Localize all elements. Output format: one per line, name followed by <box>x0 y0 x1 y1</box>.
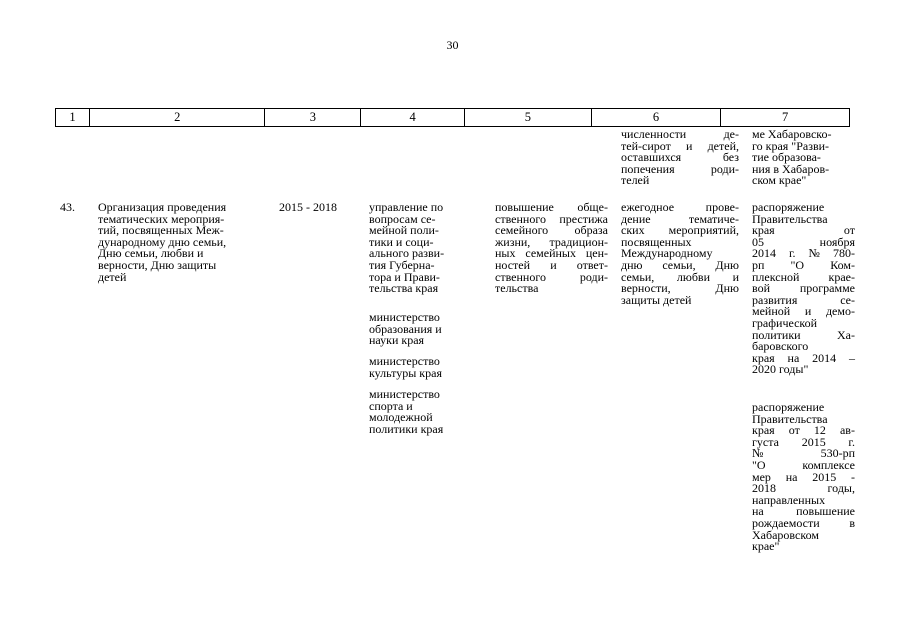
text-line: тей-сирот и детей, <box>621 138 739 153</box>
text-line: политики края <box>369 421 444 436</box>
text-line: "О комплексе <box>752 457 855 472</box>
text-line: детей <box>98 269 127 284</box>
legal-basis-1 <box>752 202 855 376</box>
legal-basis-2 <box>752 402 855 553</box>
text-line: Правительства <box>752 411 828 426</box>
text-line: 2014 г. № 780- <box>752 246 855 261</box>
page-number: 30 <box>446 38 459 52</box>
text-line: верности, Дню защиты <box>98 257 217 272</box>
text-line: телей <box>621 173 650 188</box>
implementation-period: 2015 - 2018 <box>279 200 337 214</box>
text-line: крае" <box>752 539 780 554</box>
executor-culture <box>369 356 464 379</box>
table-header-row <box>55 108 850 127</box>
text-line: графической <box>752 315 818 330</box>
text-line: оставшихся без <box>621 150 739 165</box>
text-line: Международному <box>621 246 713 261</box>
text-line: рп "О Ком- <box>752 257 855 272</box>
text-line: ском крае" <box>752 173 807 188</box>
text-line: мейной и демо- <box>752 304 855 319</box>
carryover-col7 <box>752 129 855 187</box>
text-line: Организация проведения <box>98 200 227 214</box>
indicator <box>621 202 739 306</box>
text-line: жизни, традицион- <box>495 234 608 249</box>
text-line: спорта и <box>369 398 413 413</box>
text-line: повышение обще- <box>495 200 608 214</box>
text-line: посвященных <box>621 234 692 249</box>
text-line: развития се- <box>752 292 855 307</box>
text-line: мейной поли- <box>369 223 439 238</box>
text-line: баровского <box>752 339 809 354</box>
text-line: тора и Прави- <box>369 269 440 284</box>
text-line: мер на 2015 - <box>752 469 855 484</box>
text-line: Правительства <box>752 211 828 226</box>
text-line: ального разви- <box>369 246 445 261</box>
text-line: тематических мероприя- <box>98 211 225 226</box>
text-line: министерство <box>369 310 440 324</box>
text-line: дународному дню семьи, <box>98 234 227 249</box>
text-line: на повышение <box>752 504 855 519</box>
text-line: молодежной <box>369 410 433 425</box>
text-line: ния в Хабаров- <box>752 161 830 176</box>
text-line: распоряжение <box>752 400 825 414</box>
text-line: тия Губерна- <box>369 257 435 272</box>
measure-name <box>98 202 263 283</box>
text-line: министерство <box>369 387 440 401</box>
text-line: вопросам се- <box>369 211 436 226</box>
header-cell-2: 2 <box>90 109 266 126</box>
text-line: управление по <box>369 200 444 214</box>
text-line: края на 2014 – <box>752 350 855 365</box>
header-cell-4: 4 <box>361 109 465 126</box>
text-line: рождаемости в <box>752 515 855 530</box>
text-line: распоряжение <box>752 200 825 214</box>
text-line: численности де- <box>621 127 739 141</box>
text-line: Хабаровском <box>752 527 819 542</box>
text-line: семейного образа <box>495 223 608 238</box>
text-line: края от <box>752 223 855 238</box>
expected-result <box>495 202 608 295</box>
text-line: дение тематиче- <box>621 211 739 226</box>
text-line: семьи, любви и <box>621 269 739 284</box>
header-cell-1: 1 <box>56 109 90 126</box>
carryover-col6 <box>621 129 739 187</box>
header-cell-3: 3 <box>265 109 361 126</box>
header-cell-6: 6 <box>592 109 722 126</box>
executor-education <box>369 312 464 347</box>
text-line: попечения роди- <box>621 161 739 176</box>
text-line: верности, Дню <box>621 281 739 296</box>
text-line: ежегодное прове- <box>621 200 739 214</box>
text-line: 2018 годы, <box>752 481 855 496</box>
text-line: науки края <box>369 333 425 348</box>
text-line: плексной крае- <box>752 269 855 284</box>
text-line: вой программе <box>752 281 855 296</box>
text-line: ских мероприятий, <box>621 223 739 238</box>
executor-family-policy <box>369 202 464 295</box>
text-line: защиты детей <box>621 292 692 307</box>
text-line: ственного роди- <box>495 269 608 284</box>
executor-sport <box>369 389 464 435</box>
text-line: образования и <box>369 321 442 336</box>
text-line: тельства <box>495 281 539 296</box>
text-line: Дню семьи, любви и <box>98 246 204 261</box>
text-line: тики и соци- <box>369 234 434 249</box>
text-line: ностей и ответ- <box>495 257 608 272</box>
text-line: № 530-рп <box>752 446 855 461</box>
text-line: политики Ха- <box>752 327 855 342</box>
text-line: министерство <box>369 354 440 368</box>
text-line: ственного престижа <box>495 211 608 226</box>
header-cell-5: 5 <box>465 109 592 126</box>
text-line: направленных <box>752 492 826 507</box>
text-line: тий, посвященных Меж- <box>98 223 224 238</box>
header-cell-7: 7 <box>782 110 789 124</box>
text-line: тельства края <box>369 281 439 296</box>
text-line: густа 2015 г. <box>752 434 855 449</box>
text-line: культуры края <box>369 365 442 380</box>
text-line: ме Хабаровско- <box>752 127 832 141</box>
text-line: 2020 годы" <box>752 362 809 377</box>
text-line: го края "Разви- <box>752 138 830 153</box>
row-number: 43. <box>60 200 75 214</box>
text-line: 05 ноября <box>752 234 855 249</box>
text-line: тие образова- <box>752 150 821 165</box>
text-line: ных семейных цен- <box>495 246 608 261</box>
text-line: края от 12 ав- <box>752 423 855 438</box>
text-line: дню семьи, Дню <box>621 257 739 272</box>
